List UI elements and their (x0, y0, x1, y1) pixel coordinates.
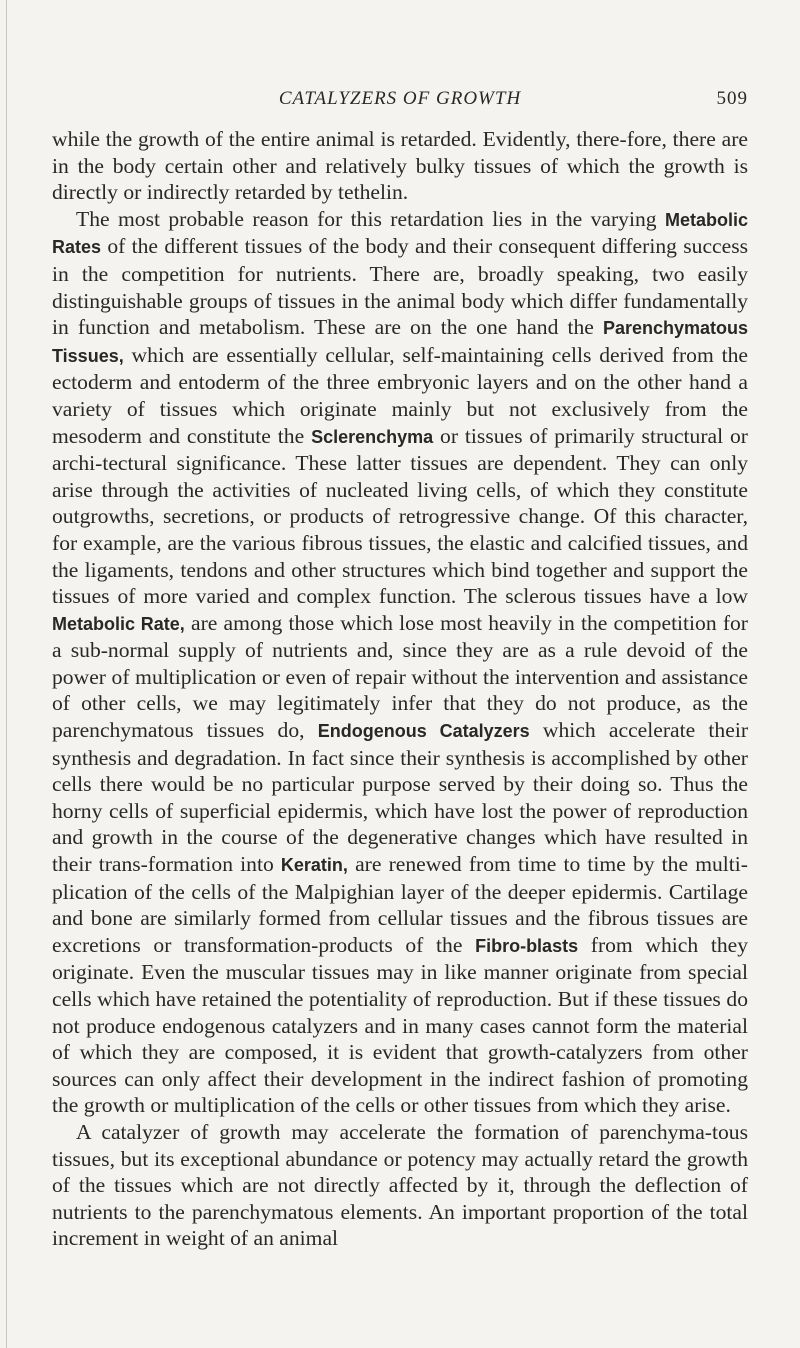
bold-term: Fibro-blasts (475, 935, 579, 956)
text-run: which are essentially cellular, self-maintaining cells derived from the ectoderm and entoderm of the three embryonic layers and on the other hand a variety of tissues which originate mainly but not exclusively from the mesoderm and constitute the (52, 342, 748, 448)
text-run: of the different tissues of the body and their consequent differing success in the competition for nutrients. There are, broadly speaking, two easily distinguishable groups of tissues in the animal body which differ fundamentally in function and metabolism. These are on the one hand the (52, 234, 748, 340)
bold-term: Endogenous Catalyzers (317, 721, 530, 742)
text-run: are among those which lose most heavily in the competition for a sub-normal supply of nutrients and, since they are as a rule devoid of the power of multiplication or even of repair without the intervention and assistance of other cells, we may legitimately infer that they do not produce, as the parenchymatous tissues do, (52, 610, 749, 743)
text-run: which accelerate their synthesis and degradation. In fact since their synthesis is accomplished by other cells there would be no particular purpose served by their doing so. Thus the horny cells of superficial epidermis, which have lost the power of reproduction and growth in the course of the degenerative changes which have resulted in their trans-formation into (52, 718, 749, 877)
text-run: A catalyzer of growth may accelerate the formation of parenchyma-tous tissues, but its exceptional abundance or potency may actually retard the growth of the tissues which are not directly affected by it, through the deflection of nutrients to the parenchymatous elements. An important proportion of the total increment in weight of an animal (52, 1119, 748, 1251)
text-run: from which they originate. Even the muscular tissues may in like manner originate from special cells which have retained the potentiality of reproduction. But if these tissues do not produce endogenous catalyzers and in many cases cannot form the material of which they are composed, it is evident that growth-catalyzers from other sources can only affect their development in the indirect fashion of promoting the growth or multiplication of the cells or other tissues from which they arise. (52, 932, 748, 1118)
paragraph (52, 206, 748, 1119)
book-page (52, 88, 748, 1252)
running-title: CATALYZERS OF GROWTH (278, 88, 522, 109)
bold-term: Metabolic Rates (52, 209, 748, 258)
page-number: 509 (716, 88, 748, 109)
text-run: or tissues of primarily structural or archi-tectural significance. These latter tissues are dependent. They can only arise through the activities of nucleated living cells, of which they constitute outgrowths, secretions, or products of retrogressive change. Of this character, for example, are the various fibrous tissues, the elastic and calcified tissues, and the ligaments, tendons and other structures which bind together and support the tissues of more varied and complex function. The sclerous tissues have a low (52, 423, 748, 609)
text-run: are renewed from time to time by the multi-plication of the cells of the Malpighian layer of the deeper epidermis. Cartilage and bone are similarly formed from cellular tissues and the fibrous tissues are excretions or transformation-products of the (52, 852, 748, 957)
bold-term: Sclerenchyma (311, 426, 434, 447)
bold-term: Parenchymatous Tissues, (52, 318, 748, 366)
running-head (52, 88, 748, 118)
bold-term: Metabolic Rate, (52, 613, 185, 634)
text-run: while the growth of the entire animal is retarded. Evidently, there-fore, there are in the body certain other and relatively bulky tissues of which the growth is directly or indirectly retarded by tethelin. (52, 127, 748, 205)
gutter-line (6, 0, 7, 1348)
text-run: The most probable reason for this retardation lies in the varying (76, 206, 665, 231)
paragraph (52, 126, 748, 206)
body-text (52, 126, 748, 1252)
paragraph (52, 1119, 748, 1252)
bold-term: Keratin, (280, 855, 348, 876)
